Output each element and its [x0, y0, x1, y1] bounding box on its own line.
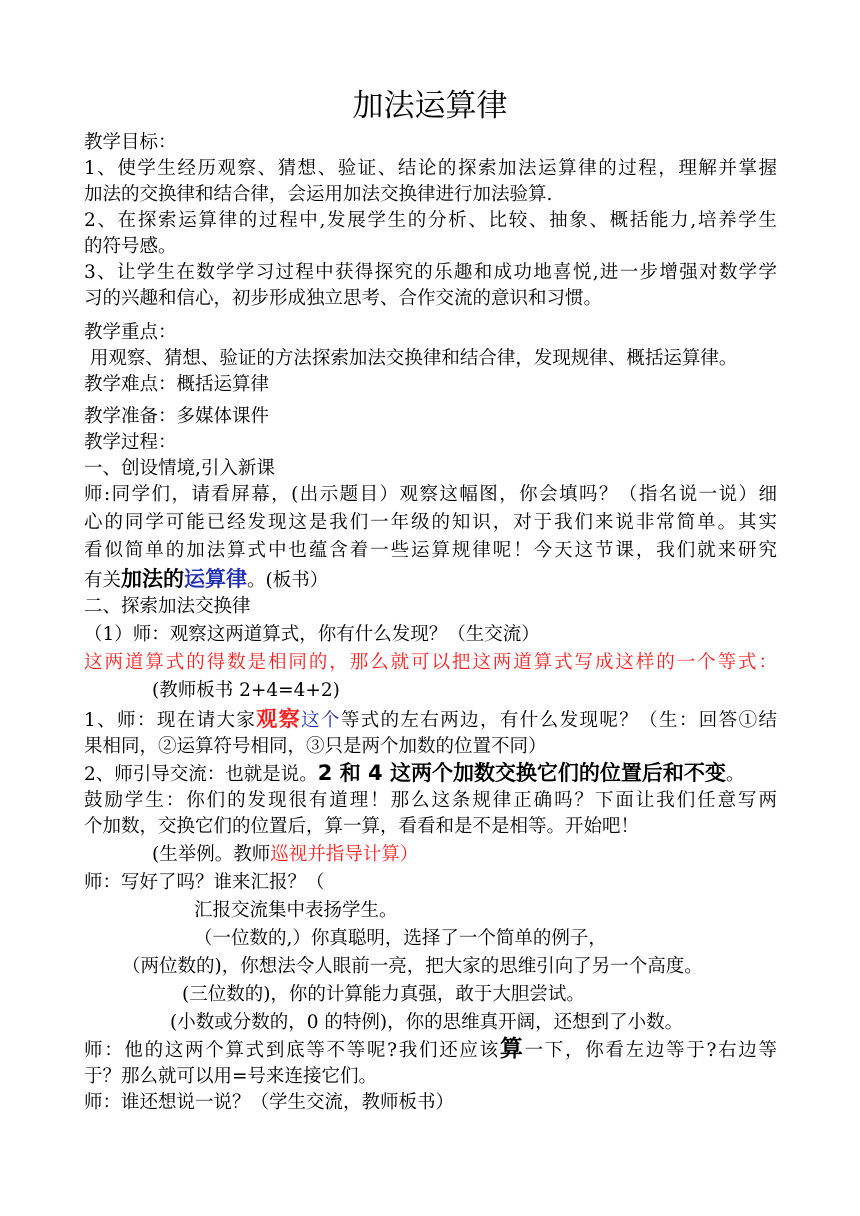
observe-line-1	[84, 706, 777, 734]
goal-3-line-2: 习的兴趣和信心，初步形成独立思考、合作交流的意识和习惯。	[84, 288, 603, 309]
section-key-heading: 教学重点：	[84, 322, 177, 343]
guide-text-c: 。	[725, 764, 745, 785]
goal-2-line-2: 的符号感。	[84, 236, 177, 257]
teacher-line-1	[84, 1036, 777, 1064]
observe-text-a: 1、师：现在请大家	[84, 710, 257, 731]
intro-line-4	[84, 566, 328, 594]
board-note-1: (教师板书 2+4=4+2)	[152, 680, 340, 701]
praise-two-digit: （两位数的)，你想法令人眼前一亮，把大家的思维引向了另一个高度。	[122, 956, 703, 977]
highlight-addition: 加法的	[121, 567, 185, 591]
section-process-heading: 教学过程：	[84, 432, 177, 453]
intro-line-1: 师:同学们，请看屏幕，(出示题目）观察这幅图，你会填吗？（指名说一说）细	[84, 484, 777, 505]
guide-text-a: 2、师引导交流：也就是说。	[84, 764, 318, 785]
document-title: 加法运算律	[352, 88, 508, 124]
intro-text: 有关	[84, 570, 122, 591]
intro-line-3: 看似简单的加法算式中也蕴含着一些运算规律呢！今天这节课，我们就来研究	[84, 540, 777, 561]
observe-text-d: 等式的左右两边，有什么发现呢？（生：回答①结	[340, 710, 777, 731]
highlight-this: 这个	[301, 710, 341, 731]
difficulty-line: 教学难点：概括运算律	[84, 374, 270, 395]
goal-1-line-1: 1、使学生经历观察、猜想、验证、结论的探索加法运算律的过程，理解并掌握	[84, 158, 777, 179]
part-1-heading: 一、创设情境,引入新课	[84, 458, 275, 479]
teacher-line-3: 师：谁还想说一说？（学生交流，教师板书）	[84, 1092, 455, 1113]
key-points-text: 用观察、猜想、验证的方法探索加法交换律和结合律，发现规律、概括运算律。	[84, 348, 738, 369]
example-line	[152, 842, 418, 868]
goal-3-line-1: 3、让学生在数学学习过程中获得探究的乐趣和成功地喜悦,进一步增强对数学学	[84, 262, 777, 283]
praise-decimal: (小数或分数的，0 的特例)，你的思维真开阔，还想到了小数。	[170, 1012, 684, 1033]
encourage-line-1: 鼓励学生：你们的发现很有道理！那么这条规律正确吗？下面让我们任意写两	[84, 790, 777, 811]
goal-1-line-2: 加法的交换律和结合律，会运用加法交换律进行加法验算.	[84, 184, 553, 205]
highlight-rules: 运算律	[184, 567, 248, 591]
question-1: （1）师：观察这两道算式，你有什么发现？（生交流）	[84, 624, 540, 645]
ask-report-line: 师：写好了吗？谁来汇报？（	[84, 872, 325, 893]
red-explanation-line: 这两道算式的得数是相同的，那么就可以把这两道算式写成这样的一个等式：	[84, 652, 777, 673]
intro-line-2: 心的同学可能已经发现这是我们一年级的知识，对于我们来说非常简单。其实	[84, 512, 777, 533]
highlight-commutative-rule: 2 和 4 这两个加数交换它们的位置后和不变	[317, 761, 726, 785]
report-praise-line: 汇报交流集中表扬学生。	[194, 900, 398, 921]
goal-2-line-1: 2、在探索运算律的过程中,发展学生的分析、比较、抽象、概括能力,培养学生	[84, 210, 777, 231]
intro-text-end: 。(板书）	[247, 570, 329, 591]
teacher-text-a: 师：他的这两个算式到底等不等呢?我们还应该	[84, 1040, 500, 1061]
example-text: (生举例。教师	[152, 844, 271, 865]
observe-line-2: 果相同，②运算符号相同，③只是两个加数的位置不同）	[84, 736, 547, 757]
section-goals-heading: 教学目标：	[84, 132, 177, 153]
praise-one-digit: （一位数的,）你真聪明，选择了一个简单的例子，	[194, 928, 607, 949]
encourage-line-2: 个加数，交换它们的位置后，算一算，看看和是不是相等。开始吧！	[84, 816, 640, 837]
guide-line	[84, 760, 744, 788]
highlight-guide-calc: 巡视并指导计算）	[270, 844, 419, 865]
teacher-line-2: 于？那么就可以用=号来连接它们。	[84, 1066, 378, 1087]
preparation-line: 教学准备：多媒体课件	[84, 406, 270, 427]
part-2-heading: 二、探索加法交换律	[84, 596, 251, 617]
highlight-observe: 观察	[256, 707, 302, 731]
highlight-calculate: 算	[499, 1036, 525, 1062]
praise-three-digit: (三位数的)，你的计算能力真强，敢于大胆尝试。	[182, 984, 585, 1005]
teacher-text-c: 一下，你看左边等于?右边等	[524, 1040, 778, 1061]
